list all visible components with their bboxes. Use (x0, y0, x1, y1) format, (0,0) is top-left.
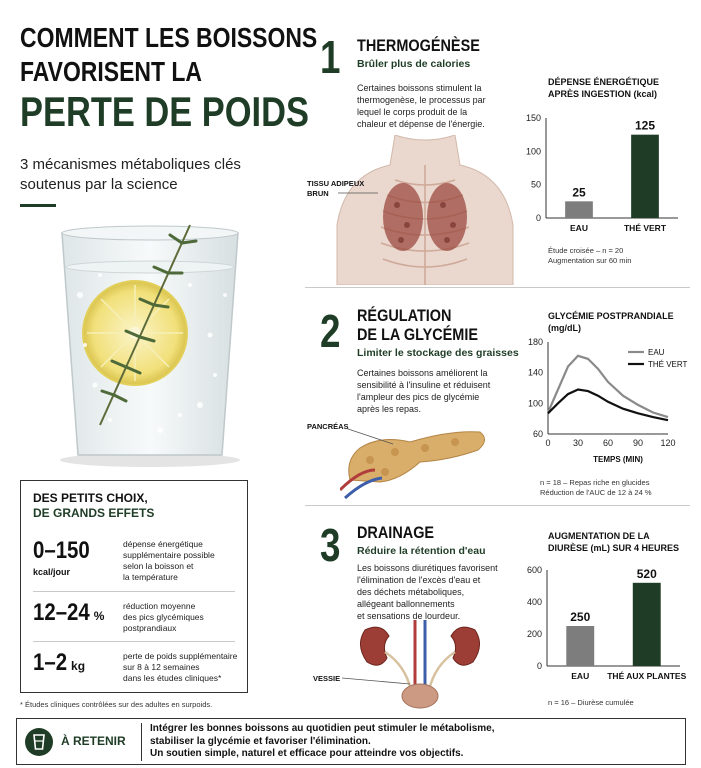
stat-unit: % (93, 609, 105, 623)
label-pointer (338, 188, 378, 198)
chart-2-title: GLYCÉMIE POSTPRANDIALE (mg/dL) (548, 311, 674, 333)
label-pointer (345, 426, 395, 446)
section-title: RÉGULATION (357, 306, 452, 325)
body-line: sensibilité à l'insuline et réduisent (357, 380, 491, 390)
x-tick-label: 120 (660, 438, 676, 448)
y-tick-label: 0 (536, 661, 542, 671)
footer-line: stabiliser la glycémie et favoriser l'élimination. (150, 735, 371, 747)
chart-3-diuresis (515, 560, 690, 688)
label-line: BRUN (307, 189, 329, 198)
chart-1-title: DÉPENSE ÉNERGÉTIQUE APRÈS INGESTION (kcal) (548, 77, 660, 99)
stat-unit: kcal/jour (33, 567, 71, 577)
stat-desc-line: postprandiaux (123, 623, 177, 633)
body-line: et sensations de lourdeur. (357, 611, 461, 621)
footer-takeaway-box (16, 718, 686, 765)
section-divider (305, 505, 690, 506)
body-line: chaleur et dépense de l'énergie. (357, 119, 485, 129)
section-divider (305, 287, 690, 288)
body-line: l'ampleur des pics de glycémie (357, 392, 480, 402)
body-line: après les repas. (357, 404, 422, 414)
section-number: 3 (320, 519, 341, 571)
title-line-1: COMMENT LES BOISSONS (20, 22, 318, 53)
summary-title-line-1: DES PETITS CHOIX, (33, 491, 148, 505)
label-line: VESSIE (313, 674, 341, 683)
stat-desc-line: la température (123, 572, 178, 582)
y-tick-label: 100 (527, 398, 543, 409)
subtitle-line-1: 3 mécanismes métaboliques clés (20, 156, 241, 173)
summary-title-line-2: DE GRANDS EFFETS (33, 506, 155, 520)
footer-line: Un soutien simple, naturel et efficace pour atteindre vos objectifs. (150, 748, 464, 759)
legend-label: THÉ VERT (648, 360, 688, 369)
x-category-label: THÉ VERT (623, 223, 667, 233)
chart-note: n = 18 – Repas riche en glucides (540, 478, 650, 487)
summary-footnote: * Études cliniques contrôlées sur des adultes en surpoids. (20, 700, 213, 709)
body-line: thermogenèse, le processus par (357, 95, 486, 105)
y-tick-label: 60 (532, 429, 543, 439)
chart-note: Réduction de l'AUC de 12 à 24 % (540, 488, 652, 497)
illustration-label (313, 673, 340, 685)
x-axis-title: TEMPS (MIN) (593, 455, 643, 464)
stat-value: 12–24 (33, 599, 90, 626)
summary-title (33, 491, 154, 521)
title-divider (20, 204, 56, 207)
stat-desc-line: perte de poids supplémentaire (123, 651, 238, 661)
bar (566, 626, 594, 666)
section-number: 2 (320, 305, 341, 357)
kidney-bladder-illustration (355, 620, 485, 710)
summary-box (20, 480, 248, 693)
chart-3-notes (548, 698, 634, 708)
section-heading (357, 36, 502, 70)
divider (33, 591, 235, 592)
section-body (357, 82, 486, 130)
stat-row (33, 649, 85, 677)
stat-desc-line: dans les études cliniques* (123, 673, 222, 683)
stat-desc-line: des pics glycémiques (123, 612, 204, 622)
stat-desc-line: sur 8 à 12 semaines (123, 662, 200, 672)
y-tick-label: 200 (526, 629, 542, 639)
stat-row (33, 537, 100, 577)
y-tick-label: 100 (525, 146, 541, 157)
x-tick-label: 0 (545, 438, 551, 448)
bar (631, 135, 659, 218)
chart-1-notes (548, 246, 631, 266)
chart-note: n = 16 – Diurèse cumulée (548, 698, 634, 707)
footer-line: Intégrer les bonnes boissons au quotidien peut stimuler le métabolisme, (150, 723, 495, 734)
section-number: 1 (320, 31, 341, 83)
label-line: TISSU ADIPEUX (307, 179, 365, 188)
x-tick-label: 60 (602, 438, 614, 448)
body-line: des déchets métaboliques, (357, 587, 465, 597)
bar (565, 201, 593, 218)
chart-2-notes (540, 478, 652, 498)
section-subtitle: Réduire la rétention d'eau (357, 545, 486, 557)
section-title: DRAINAGE (357, 523, 435, 542)
x-tick-label: 30 (572, 438, 584, 448)
chart-1-energy-expenditure (518, 110, 688, 242)
subtitle-line-2: soutenus par la science (20, 176, 178, 193)
stat-unit: kg (71, 659, 86, 673)
torso-anatomy-illustration (335, 135, 515, 285)
section-subtitle: Brûler plus de calories (357, 58, 471, 70)
page-subtitle (20, 155, 241, 195)
section-subtitle: Limiter le stockage des graisses (357, 347, 519, 359)
section-title: DE LA GLYCÉMIE (357, 325, 478, 344)
bar (633, 583, 661, 666)
stat-desc-line: dépense énergétique (123, 539, 203, 549)
label-pointer (342, 676, 412, 686)
stat-description (123, 539, 215, 583)
chart-2-postprandial-glycemia (520, 334, 690, 470)
legend-label: EAU (648, 348, 665, 357)
body-line: l'élimination de l'excès d'eau et (357, 575, 481, 585)
series-line (548, 390, 668, 421)
body-line: Les boissons diurétiques favorisent (357, 563, 498, 573)
stat-value: 1–2 (33, 649, 68, 676)
y-tick-label: 140 (527, 367, 543, 378)
x-category-label: THÉ AUX PLANTES (607, 671, 687, 681)
y-tick-label: 50 (530, 179, 541, 190)
section-body (357, 562, 498, 622)
body-line: Certaines boissons stimulent la (357, 83, 482, 93)
title-line-2: FAVORISENT LA (20, 56, 202, 87)
section-heading (357, 306, 519, 359)
footer-divider (141, 723, 142, 761)
lemon-water-glass-illustration (40, 215, 260, 470)
chart-note: Étude croisée – n = 20 (548, 246, 624, 255)
section-heading (357, 523, 486, 557)
divider (33, 641, 235, 642)
stat-desc-line: supplémentaire possible (123, 550, 215, 560)
y-tick-label: 400 (526, 597, 542, 607)
y-tick-label: 150 (525, 113, 541, 123)
bar-value-label: 520 (636, 566, 657, 581)
bar-value-label: 25 (572, 185, 586, 200)
bar-value-label: 250 (570, 610, 591, 624)
x-category-label: EAU (570, 223, 588, 233)
bar-value-label: 125 (634, 118, 656, 133)
section-body (357, 367, 490, 415)
label-line: PANCRÉAS (307, 422, 349, 431)
y-tick-label: 0 (535, 213, 541, 223)
body-line: allégeant ballonnements (357, 599, 455, 609)
section-title: THERMOGÉNÈSE (357, 36, 480, 55)
x-tick-label: 90 (632, 438, 644, 448)
illustration-label (307, 421, 349, 433)
y-tick-label: 600 (526, 565, 542, 575)
chart-3-title: AUGMENTATION DE LA DIURÈSE (mL) SUR 4 HEURES (548, 531, 680, 553)
title-line-3: PERTE DE POIDS (20, 88, 309, 135)
y-tick-label: 180 (527, 337, 543, 347)
footer-label: À RETENIR (61, 734, 126, 748)
body-line: Certaines boissons améliorent la (357, 368, 488, 378)
chart-note: Augmentation sur 60 min (548, 256, 632, 265)
stat-desc-line: réduction moyenne (123, 601, 196, 611)
stat-description (123, 651, 237, 684)
body-line: lequel le corps produit de la (357, 107, 468, 117)
stat-desc-line: selon la boisson et (123, 561, 194, 571)
stat-row (33, 599, 104, 627)
x-category-label: EAU (571, 671, 590, 681)
stat-description (123, 601, 204, 634)
glass-icon (25, 728, 53, 756)
stat-value: 0–150 (33, 537, 90, 564)
footer-text (150, 723, 495, 761)
